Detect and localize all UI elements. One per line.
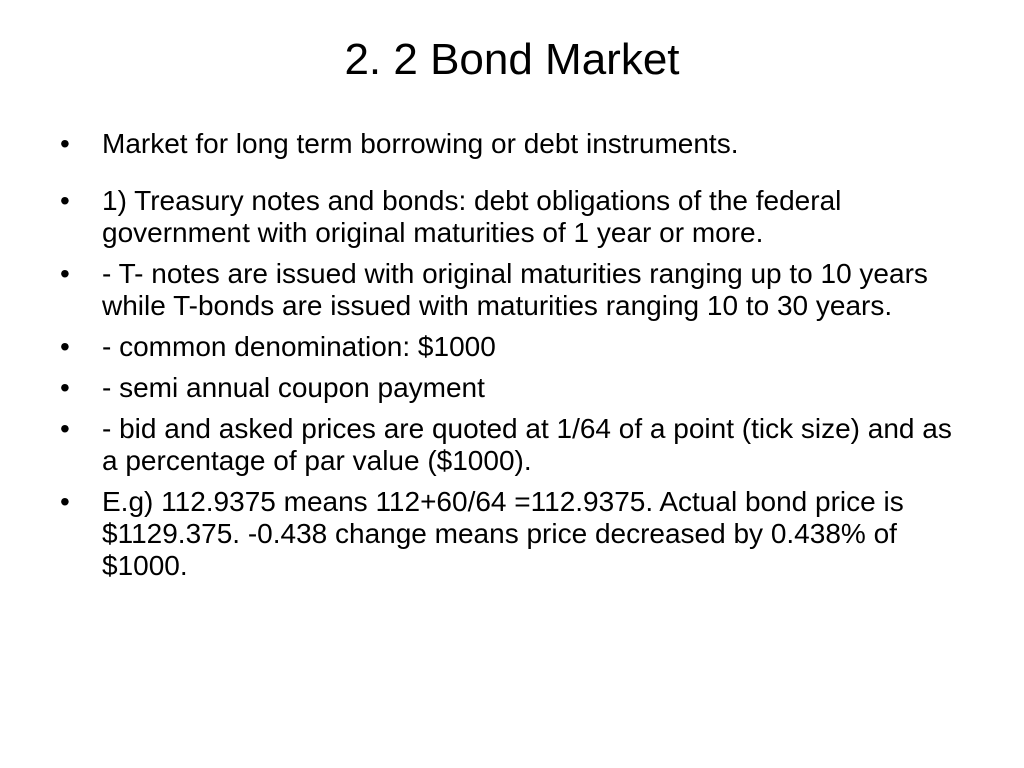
bullet-icon: • [60, 185, 70, 216]
bullet-text: - bid and asked prices are quoted at 1/64 of a point (tick size) and as a percentage of par value ($1000). [102, 413, 952, 476]
bullet-text: - common denomination: $1000 [102, 331, 496, 362]
bullet-item [60, 486, 965, 582]
bullet-item [60, 128, 965, 160]
bullet-icon: • [60, 258, 70, 289]
bullet-item [60, 413, 965, 477]
bullet-list [60, 128, 965, 591]
bullet-icon: • [60, 413, 70, 444]
bullet-item [60, 258, 965, 322]
bullet-item [60, 185, 965, 249]
bullet-text: E.g) 112.9375 means 112+60/64 =112.9375. Actual bond price is $1129.375. -0.438 change means price decreased by 0.438% of $1000. [102, 486, 904, 581]
bullet-text: Market for long term borrowing or debt instruments. [102, 128, 739, 159]
bullet-text: - T- notes are issued with original maturities ranging up to 10 years while T-bonds are issued with maturities ranging 10 to 30 years. [102, 258, 928, 321]
bullet-icon: • [60, 486, 70, 517]
bullet-icon: • [60, 372, 70, 403]
bullet-text: 1) Treasury notes and bonds: debt obligations of the federal government with original maturities of 1 year or more. [102, 185, 842, 248]
bullet-item [60, 372, 965, 404]
bullet-item [60, 331, 965, 363]
bullet-text: - semi annual coupon payment [102, 372, 485, 403]
bullet-icon: • [60, 331, 70, 362]
bullet-icon: • [60, 128, 70, 159]
slide-title: 2. 2 Bond Market [344, 35, 680, 84]
